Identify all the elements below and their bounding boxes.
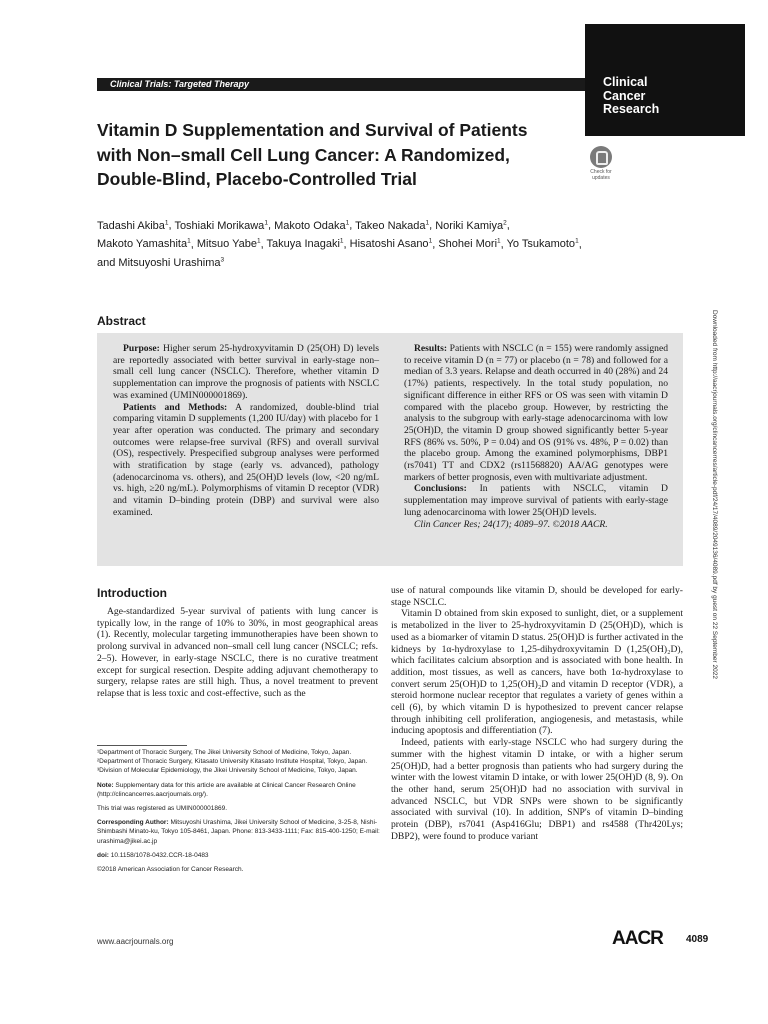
body-paragraph: use of natural compounds like vitamin D, should be developed for early-stage NSCLC. — [391, 585, 683, 608]
abstract-conclusions — [404, 483, 668, 518]
journal-name-line: Clinical — [603, 75, 648, 89]
abstract-results — [404, 343, 668, 483]
author-name: Tadashi Akiba$^1$ — [97, 219, 169, 232]
article-title: Vitamin D Supplementation and Survival of Patients with Non–small Cell Lung Cancer: A Randomized, Double-Blind, Placebo-Controlled Trial — [97, 120, 528, 189]
author-affiliation: 3 — [220, 256, 225, 264]
abstract-right-column — [404, 343, 668, 530]
trial-registration: This trial was registered as UMIN000001869. — [97, 805, 228, 813]
doi-footnote — [97, 851, 382, 860]
author-affiliation: 1 — [187, 237, 191, 245]
journal-name-block — [585, 24, 745, 136]
note-label: Note: — [97, 781, 114, 789]
note-text: Supplementary data for this article are available at Clinical Cancer Research Online (http://clincancerres.aacrjournals.org/). — [97, 781, 356, 798]
abstract-box — [97, 333, 683, 566]
methods-text: A randomized, double-blind trial comparing vitamin D supplements (1,200 IU/day) with placebo for 1 year after operation was conducted. The primary and secondary outcomes were relapse-free survival (RFS) and overall survival (OS), respectively. Prespecified subgroup analyses were performed with stratification by stage (early vs. advanced), pathology (adenocarcinoma vs. others), and 25(OH)D levels (low, <20 ng/mL vs. high, ≥20 ng/mL). Polymorphisms of vitamin D receptor (VDR) and vitamin D–binding protein (DBP) and survival were also examined. — [113, 401, 379, 518]
body-right-column — [391, 585, 683, 842]
body-paragraph: Age-standardized 5-year survival of patients with lung cancer is typically low, in the range of 10% to 30%, in most geographical areas (1). Recently, molecular targeting immunotherapies have been shown to prolong survival in advanced non–small cell lung cancer (NSCLC; refs. 2–5). However, in early-stage NSCLC, there is no curative treatment except for surgical resection. Despite adding adjuvant chemotherapy to surgery, relapse rates are still high. Thus, a novel treatment to prevent relapse that is less toxic and cost-effective, such as the — [97, 606, 378, 699]
body-paragraph: Vitamin D obtained from skin exposed to sunlight, diet, or a supplement is metabolized in the liver to 25-hydroxyvitamin D (25(OH)D), which is used as a biomarker of vitamin D status. 25(OH)D is further activated in the kidneys by 1α-hydroxylase to 1,25-dihydroxyvitamin D (1,25(OH)₂D), which facilitates calcium absorption and is associated with bone health. In addition, most tissues, as well as cancers, have both 1α-hydroxylase to convert serum 25(OH)D to 1,25(OH)₂D and vitamin D receptor (VDR), a steroid hormone nuclear receptor that regulates a variety of genes within a cell (6), by which vitamin D is hypothesized to prevent cancer relapse through inhibiting cell proliferation, angiogenesis, and metastasis, while inducing apoptosis and differentiation (7). — [391, 608, 683, 737]
author-name: and Mitsuyoshi Urashima$^3$ — [97, 256, 225, 269]
affiliations-footnote: ¹Department of Thoracic Surgery, The Jikei University School of Medicine, Tokyo, Japan. ²Department of Thoracic Surgery, Kitasato University Kitasato Institute Hospital, Tokyo, Japan. ³Division of Molecular Epidemiology, the Jikei University School of Medicine, Tokyo, Japan. — [97, 749, 368, 775]
author-name: Shohei Mori$^1$ — [438, 237, 501, 251]
corresponding-author — [97, 818, 382, 846]
note-footnote — [97, 781, 382, 799]
author-affiliation: 2 — [503, 219, 507, 226]
author-name: Yo Tsukamoto$^1$ — [506, 237, 579, 251]
introduction-heading: Introduction — [97, 586, 167, 600]
download-notice-text: Downloaded from http://aacrjournals.org/clincancerres/article-pdf/24/17/4089/2049136/4089.pdf by guest on 22 September 2022 — [711, 310, 718, 679]
author-affiliation: 1 — [497, 237, 501, 245]
corresponding-text: Mitsuyoshi Urashima, Jikei University School of Medicine, 3-25-8, Nishi-Shimbashi Minato-ku, Tokyo 105-8461, Japan. Phone: 813-3433-1111; Fax: 815-400-1250; E-mail: urashima@jikei.ac.jp — [97, 819, 380, 845]
author-name: Makoto Odaka$^1$ — [274, 219, 350, 232]
author-affiliation: 1 — [345, 219, 350, 226]
results-label: Results: — [414, 343, 448, 354]
journal-name-line: Research — [603, 102, 660, 116]
abstract-methods — [113, 402, 379, 519]
results-text: Patients with NSCLC (n = 155) were randomly assigned to receive vitamin D (n = 77) or placebo (n = 78) and followed for a median of 3.3 years. Relapse and death occurred in 40 (28%) and 24 (17%) patients, respectively. In the total study population, no significant difference in either RFS or OS was seen with vitamin D compared with the placebo group. However, by restricting the analysis to the subgroup with early-stage adenocarcinoma with low 25(OH)D, the vitamin D group showed significantly better 5-year RFS (86% vs. 50%, P = 0.04) and OS (91% vs. 48%, P = 0.02) than the placebo group. Among the examined polymorphisms, DBP1 (rs7041) TT and CDX2 (rs11568820) AA/AG genotypes were markers of better prognosis, even with multivariate adjustment. — [404, 343, 668, 483]
author-name: Makoto Yamashita$^1$ — [97, 237, 191, 251]
introduction-left-column — [97, 606, 378, 700]
conclusions-text: In patients with NSCLC, vitamin D supplementation may improve survival of patients with early-stage lung adenocarcinoma with lower 25(OH)D levels. — [404, 483, 668, 518]
doi-text: 10.1158/1078-0432.CCR-18-0483 — [110, 851, 209, 859]
purpose-text: Higher serum 25-hydroxyvitamin D (25(OH) D) levels are reportedly associated with better survival in early-stage non–small cell lung cancer (NSCLC). Therefore, whether vitamin D supplementation can improve the prognosis of patients with NSCLC was examined (UMIN000001869). — [113, 343, 379, 401]
author-name: Noriki Kamiya$^2$ — [435, 219, 507, 232]
abstract-left-column — [113, 343, 379, 519]
author-affiliation: 1 — [256, 237, 261, 245]
badge-text-line: Check for — [590, 169, 612, 175]
doi-label: doi: — [97, 851, 109, 859]
author-affiliation: 1 — [264, 219, 268, 226]
badge-text — [583, 169, 619, 181]
page-number: 4089 — [686, 934, 709, 945]
footer-url[interactable]: www.aacrjournals.org — [97, 937, 174, 946]
download-notice — [706, 310, 722, 790]
author-name: Takeo Nakada$^1$ — [355, 219, 430, 232]
badge-text-line: updates — [592, 175, 610, 181]
methods-label: Patients and Methods: — [123, 401, 228, 413]
author-affiliation: 1 — [425, 219, 430, 226]
check-for-updates-badge[interactable] — [583, 146, 619, 182]
author-name: Takuya Inagaki$^1$ — [266, 237, 344, 251]
author-name: Toshiaki Morikawa$^1$ — [174, 219, 268, 232]
aacr-logo: AACR — [612, 928, 663, 949]
citation-text: Clin Cancer Res; 24(17); 4089–97. ©2018 AACR. — [414, 518, 608, 530]
abstract-heading: Abstract — [97, 314, 146, 328]
author-affiliation: 1 — [164, 219, 169, 226]
author-affiliation: 1 — [575, 237, 579, 245]
author-list: Tadashi Akiba$^1$, Toshiaki Morikawa$^1$, Makoto Odaka$^1$, Takeo Nakada$^1$, Noriki Kamiya$^2$, Makoto Yamashita$^1$, Mitsuo Yabe$^1$, Takuya Inagaki$^1$, Hisatoshi Asano$^1$, Shohei Mori$^1$, Yo Tsukamoto$^1$, and Mitsuyoshi Urashima$^3$ — [97, 219, 582, 269]
corresponding-label: Corresponding Author: — [97, 819, 169, 827]
abstract-purpose — [113, 343, 379, 402]
body-paragraph: Indeed, patients with early-stage NSCLC who had surgery during the summer with the highest vitamin D intake, or with a higher serum 25(OH)D, had a better prognosis than patients who had surgery during the winter with the lowest vitamin D intake, or with lower 25(OH)D (8, 9). On the other hand, serum 25(OH)D had no association with survival in advanced NSCLC, but VDR SNPs were shown to be significantly associated with survival (10). In addition, SNP's of vitamin D–binding protein (DBP), rs7041 (Asp416Glu; DBP1) and rs4588 (Thr420Lys; DBP2), were found to produce variant — [391, 737, 683, 842]
author-affiliation: 1 — [339, 237, 344, 245]
footnote-divider — [97, 745, 187, 746]
conclusions-label: Conclusions: — [414, 483, 467, 495]
copyright-footnote: ©2018 American Association for Cancer Research. — [97, 866, 244, 874]
purpose-label: Purpose: — [123, 343, 160, 354]
abstract-citation — [404, 519, 668, 531]
bookmark-icon — [590, 146, 612, 168]
author-name: Hisatoshi Asano$^1$ — [349, 237, 433, 251]
author-affiliation: 1 — [428, 237, 433, 245]
journal-name-line: Cancer — [603, 88, 646, 103]
author-name: Mitsuo Yabe$^1$ — [196, 237, 261, 251]
footnotes — [97, 748, 382, 879]
section-label: Clinical Trials: Targeted Therapy — [97, 78, 585, 91]
